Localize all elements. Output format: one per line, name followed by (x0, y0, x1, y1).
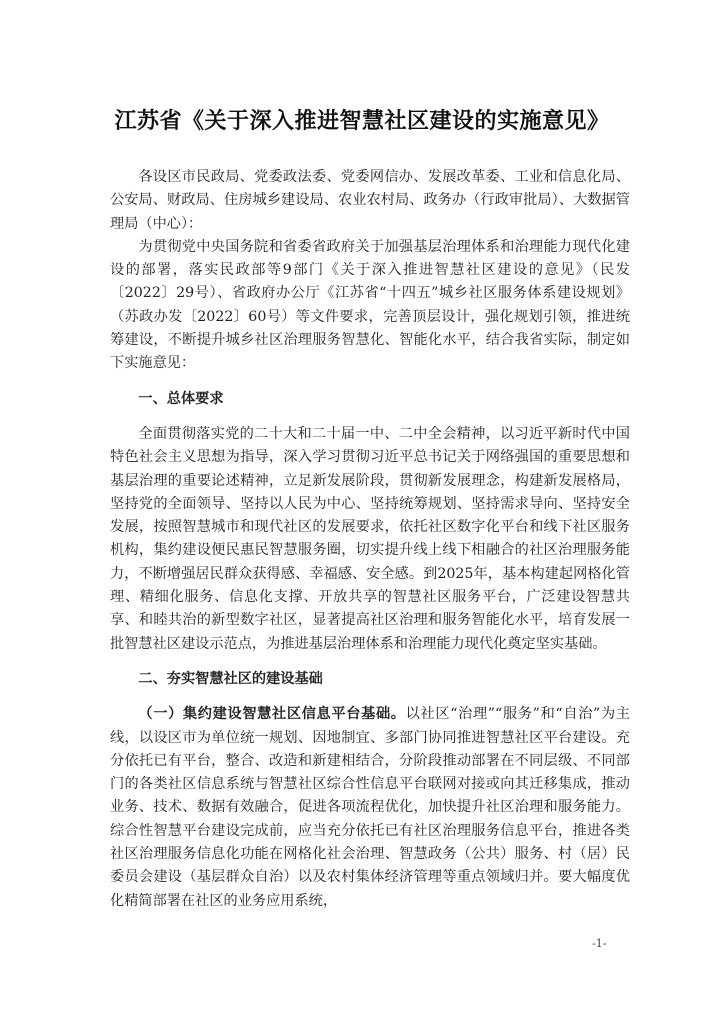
section-heading-general-requirements: 一、总体要求 (138, 390, 224, 407)
subsection-platform-paragraph (110, 703, 630, 913)
intro-paragraph: 为贯彻党中央国务院和省委省政府关于加强基层治理体系和治理能力现代化建设的部署，落实民政部等9部门《关于深入推进智慧社区建设的意见》（民发〔2022〕29号）、省政府办公厅《江苏省“十四五”城乡社区服务体系建设规划》（苏政办发〔2022〕60号）等文件要求，完善顶层设计，强化规划引领，推进统筹建设，不断提升城乡社区治理服务智慧化、智能化水平，结合我省实际，制定如下实施意见： (110, 238, 630, 372)
section-heading-foundation: 二、夯实智慧社区的建设基础 (138, 670, 323, 687)
page-number: -1- (592, 937, 607, 950)
subsection-platform-body: 以社区“治理”“服务”和“自治”为主线，以设区市为单位统一规划、因地制宜、多部门协同推进智慧社区平台建设。充分依托已有平台，整合、改造和新建相结合，分阶段推动部署在不同层级、不同部门的各类社区信息系统与智慧社区综合性信息平台联网对接或向其迁移集成，推动业务、技术、数据有效融合，促进各项流程优化，加快提升社区治理和服务能力。综合性智慧平台建设完成前，应当充分依托已有社区治理服务信息平台，推进各类社区治理服务信息化功能在网格化社会治理、智慧政务（公共）服务、村（居）民委员会建设（基层群众自治）以及农村集体经济管理等重点领域归并。要大幅度优化精简部署在社区的业务应用系统， (110, 706, 630, 909)
section-general-requirements-paragraph: 全面贯彻落实党的二十大和二十届一中、二中全会精神，以习近平新时代中国特色社会主义思想为指导，深入学习贯彻习近平总书记关于网络强国的重要思想和基层治理的重要论述精神，立足新发展阶段，贯彻新发展理念，构建新发展格局，坚持党的全面领导、坚持以人民为中心、坚持统筹规划、坚持需求导向、坚持安全发展，按照智慧城市和现代社区的发展要求，依托社区数字化平台和线下社区服务机构，集约建设便民惠民智慧服务圈，切实提升线上线下相融合的社区治理服务能力，不断增强居民群众获得感、幸福感、安全感。到2025年，基本构建起网格化管理、精细化服务、信息化支撑、开放共享的智慧社区服务平台，广泛建设智慧共享、和睦共治的新型数字社区，显著提高社区治理和服务智能化水平，培育发展一批智慧社区建设示范点，为推进基层治理体系和治理能力现代化奠定坚实基础。 (110, 425, 630, 652)
document-body (110, 166, 630, 913)
addressee-paragraph: 各设区市民政局、党委政法委、党委网信办、发展改革委、工业和信息化局、公安局、财政局、住房城乡建设局、农业农村局、政务办（行政审批局）、大数据管理局（中心）： (110, 169, 630, 232)
document-title: 江苏省《关于深入推进智慧社区建设的实施意见》 (114, 109, 610, 134)
subsection-heading-platform: （一）集约建设智慧社区信息平台基础。 (138, 706, 406, 723)
